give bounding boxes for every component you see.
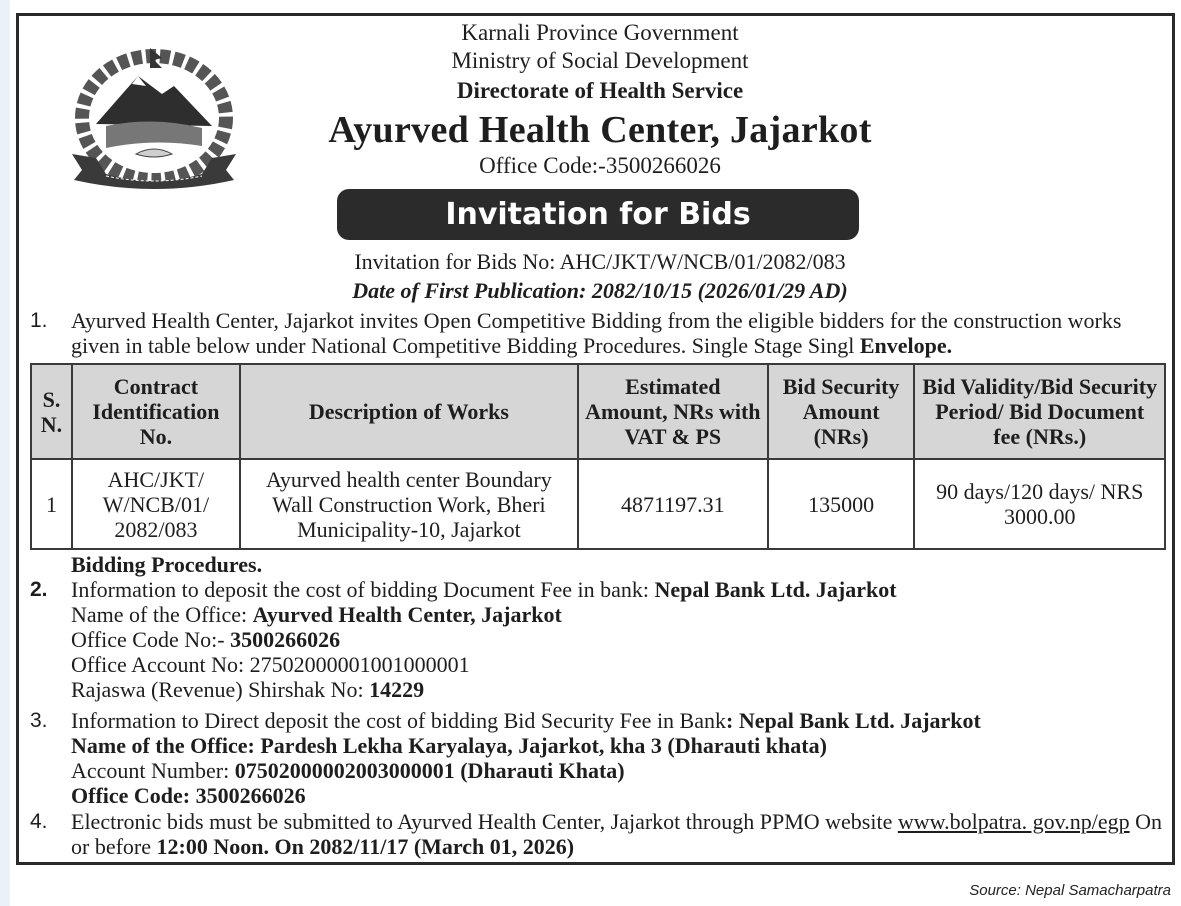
bids-table (30, 363, 1166, 550)
cell-sn: 1 (31, 459, 72, 549)
revenue-shirshak-no: 14229 (369, 677, 425, 702)
bank-name: : Nepal Bank Ltd. Jajarkot (726, 708, 981, 733)
col-header-validity-fee: Bid Validity/Bid Security Period/ Bid Document fee (NRs.) (914, 364, 1165, 459)
ministry-name: Ministry of Social Development (451, 48, 749, 73)
ifb-number: Invitation for Bids No: AHC/JKT/W/NCB/01/2082/083 (354, 249, 846, 274)
office-code: Office Code:-3500266026 (479, 153, 721, 178)
organization-title: Ayurved Health Center, Jajarkot (328, 109, 872, 151)
item-1-bold-tail: Envelope. (859, 333, 953, 358)
bidding-procedures-heading: Bidding Procedures. (71, 552, 263, 577)
item-2: 2. Information to deposit the cost of bidding Document Fee in bank: Nepal Bank Ltd. Jajarkot Name of the Office: Ayurved Health Center, Jajarkot Office Code No:- 3500266026 Office Account No: 27502000001001000001 Rajaswa (Revenue) Shirshak No: 14229 (30, 577, 897, 702)
publication-date: Date of First Publication: 2082/10/15 (2026/01/29 AD) (352, 278, 848, 303)
nepal-government-emblem-icon (66, 46, 242, 192)
item-number: 3. (30, 709, 48, 732)
item-1 (30, 308, 1170, 358)
account-number: 07502000002003000001 (Dharauti Khata) (234, 758, 625, 783)
item-number: 2. (30, 578, 48, 601)
item-4: 4. Electronic bids must be submitted to Ayurved Health Center, Jajarkot through PPMO website www.bolpatra. gov.np/egp On or before 12:00 Noon. On 2082/11/17 (March 01, 2026) (30, 809, 1163, 859)
col-header-description: Description of Works (240, 364, 578, 459)
office-name: Name of the Office: Pardesh Lekha Karyalaya, Jajarkot, kha 3 (Dharauti khata) (71, 733, 827, 758)
col-header-sn: S. N. (31, 364, 72, 459)
source-credit: Source: Nepal Samacharpatra (969, 882, 1171, 899)
cell-validity-fee: 90 days/120 days/ NRS 3000.00 (914, 459, 1165, 549)
office-code-no: 3500266026 (230, 627, 341, 652)
table-row (31, 459, 1165, 549)
item-number: 4. (30, 810, 48, 833)
invitation-banner: Invitation for Bids (337, 189, 859, 240)
office-account-no: 27502000001001000001 (249, 652, 470, 677)
cell-description: Ayurved health center Boundary Wall Construction Work, Bheri Municipality-10, Jajarkot (240, 459, 578, 549)
province-name: Karnali Province Government (461, 20, 739, 45)
directorate-name: Directorate of Health Service (456, 78, 744, 103)
item-number: 1. (30, 309, 48, 332)
bank-name: Nepal Bank Ltd. Jajarkot (654, 577, 897, 602)
cell-contract-id: AHC/JKT/ W/NCB/01/ 2082/083 (72, 459, 240, 549)
item-1-text: Ayurved Health Center, Jajarkot invites Open Competitive Bidding from the eligible bidders for the construction works given in table below under National Competitive Bidding Procedures. Single Stage Singl (71, 308, 1122, 358)
col-header-contract-id: Contract Identification No. (72, 364, 240, 459)
bolpatra-link[interactable]: www.bolpatra. gov.np/egp (897, 809, 1130, 834)
table-header-row (31, 364, 1165, 459)
watermark-strip (0, 0, 10, 906)
submission-deadline: 12:00 Noon. On 2082/11/17 (March 01, 2026) (156, 834, 575, 859)
col-header-bid-security: Bid Security Amount (NRs) (768, 364, 915, 459)
col-header-estimated-amount: Estimated Amount, NRs with VAT & PS (578, 364, 768, 459)
office-code: Office Code: 3500266026 (71, 783, 306, 808)
item-3: 3. Information to Direct deposit the cost of bidding Bid Security Fee in Bank: Nepal Bank Ltd. Jajarkot Name of the Office: Pardesh Lekha Karyalaya, Jajarkot, kha 3 (Dharauti khata) Account Number: 07502000002003000001 (Dharauti Khata) Office Code: 3500266026 (30, 708, 1170, 808)
cell-estimated-amount: 4871197.31 (578, 459, 768, 549)
office-name: Ayurved Health Center, Jajarkot (252, 602, 562, 627)
cell-bid-security: 135000 (768, 459, 915, 549)
